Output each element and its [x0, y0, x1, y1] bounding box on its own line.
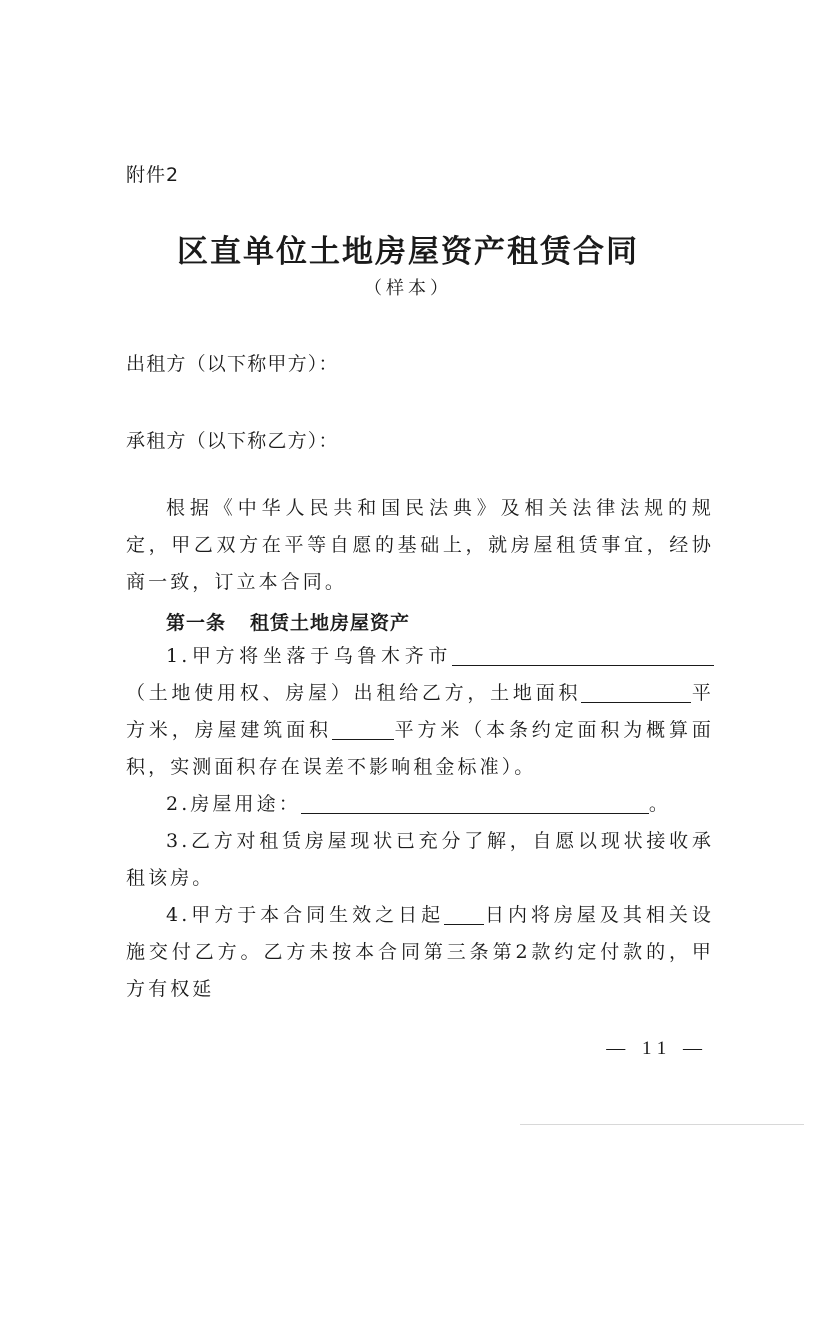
preamble-paragraph: 根据《中华人民共和国民法典》及相关法律法规的规定，甲乙双方在平等自愿的基础上，就房屋租赁事宜，经协商一致，订立本合同。 [126, 497, 714, 593]
clause-2-text-b: 。 [648, 793, 671, 815]
attachment-label: 附件2 [126, 164, 180, 186]
location-blank [452, 644, 714, 666]
article-1-title: 租赁土地房屋资产 [250, 612, 411, 634]
clause-2 [126, 786, 714, 823]
clause-4-text-b: 日内将房屋及其相关设施交付乙方。乙方未按本合同第三条第2款约定付款的，甲方有权延 [126, 904, 714, 1000]
clause-1 [126, 638, 714, 786]
usage-blank [301, 792, 649, 814]
building-area-blank [332, 718, 394, 740]
article-1-number: 第一条 [166, 612, 227, 634]
document-subtitle: （样本） [364, 278, 452, 299]
clause-4 [126, 897, 714, 1008]
clause-1-text-a: 1.甲方将坐落于乌鲁木齐市 [166, 645, 452, 667]
land-area-blank [581, 681, 691, 703]
clause-2-text-a: 2.房屋用途： [166, 793, 301, 815]
document-title: 区直单位土地房屋资产租赁合同 [177, 234, 639, 270]
lessee-label: 承租方（以下称乙方）： [126, 430, 339, 452]
scan-artifact-line [520, 1124, 804, 1125]
clause-1-text-c: 平方米，房屋建筑面积 [126, 682, 714, 741]
clause-4-text-a: 4.甲方于本合同生效之日起 [166, 904, 445, 926]
clause-1-text-d: 平方米（本条约定面积为概算面积，实测面积存在误差不影响租金标准）。 [126, 719, 714, 778]
clause-3: 3.乙方对租赁房屋现状已充分了解，自愿以现状接收承租该房。 [126, 830, 714, 889]
lessor-label: 出租方（以下称甲方）： [126, 353, 339, 375]
clause-1-text-b: （土地使用权、房屋）出租给乙方，土地面积 [126, 682, 582, 704]
page-number: — 11 — [606, 1038, 708, 1059]
article-1-heading [166, 608, 410, 635]
days-blank [444, 903, 484, 925]
